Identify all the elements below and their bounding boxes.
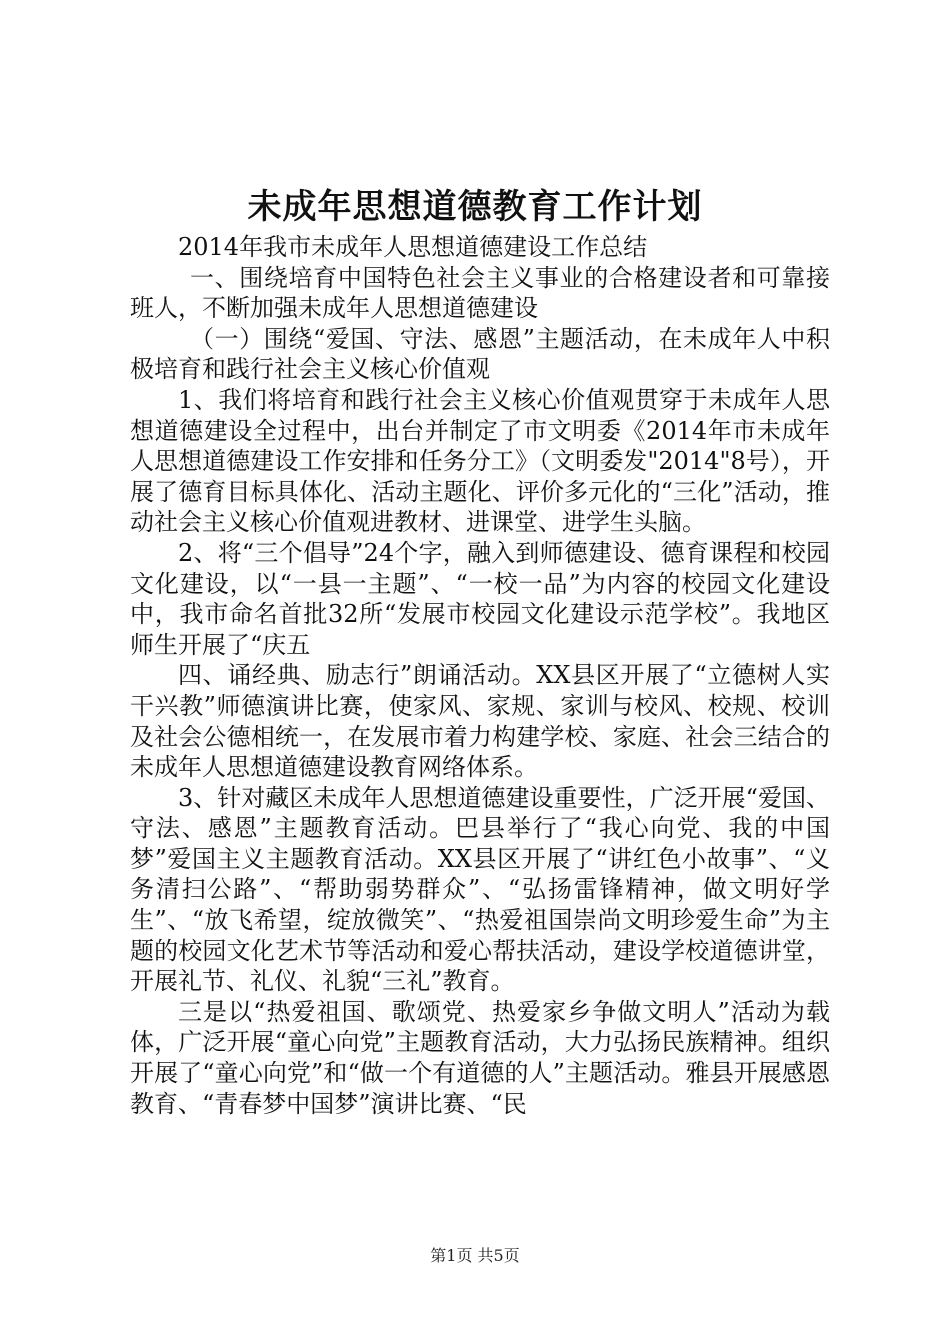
paragraph-item-three: 3、针对藏区未成年人思想道德建设重要性，广泛开展“爱国、守法、感恩”主题教育活动。巴县举行了“我心向党、我的中国梦”爱国主义主题教育活动。XX县区开展了“讲红色小故事”、“义务清扫公路”、“帮助弱势群众”、“弘扬雷锋精神，做文明好学生”、“放飞希望，绽放微笑”、“热爱祖国崇尚文明珍爱生命”为主题的校园文化艺术节等活动和爱心帮扶活动，建设学校道德讲堂，开展礼节、礼仪、礼貌“三礼”教育。 <box>130 783 830 996</box>
document-title: 未成年思想道德教育工作计划 <box>247 187 703 227</box>
paragraph-point-three: 三是以“热爱祖国、歌颂党、热爱家乡争做文明人”活动为载体，广泛开展“童心向党”主题教育活动，大力弘扬民族精神。组织开展了“童心向党”和“做一个有道德的人”主题活动。雅县开展感恩教育、“青春梦中国梦”演讲比赛、“民 <box>130 997 830 1118</box>
page-footer: 第1页 共5页 <box>430 1246 520 1265</box>
paragraph-item-two: 2、将“三个倡导”24个字，融入到师德建设、德育课程和校园文化建设，以“一县一主题”、“一校一品”为内容的校园文化建设中，我市命名首批32所“发展市校园文化建设示范学校”。我地区师生开展了“庆五 <box>130 538 830 659</box>
paragraph-subsection-one: （一）围绕“爱国、守法、感恩”主题活动，在未成年人中积极培育和践行社会主义核心价值观 <box>130 324 830 384</box>
paragraph-section-one: 一、围绕培育中国特色社会主义事业的合格建设者和可靠接班人，不断加强未成年人思想道德建设 <box>130 263 830 323</box>
paragraph-item-two-continued: 四、诵经典、励志行”朗诵活动。XX县区开展了“立德树人实干兴教”师德演讲比赛，使家风、家规、家训与校风、校规、校训及社会公德相统一，在发展市着力构建学校、家庭、社会三结合的未成年人思想道德建设教育网络体系。 <box>130 661 830 782</box>
document-body <box>130 232 830 1119</box>
paragraph-item-one: 1、我们将培育和践行社会主义核心价值观贯穿于未成年人思想道德建设全过程中，出台并制定了市文明委《2014年市未成年人思想道德建设工作安排和任务分工》（文明委发"2014"8号），开展了德育目标具体化、活动主题化、评价多元化的“三化”活动，推动社会主义核心价值观进教材、进课堂、进学生头脑。 <box>130 385 830 537</box>
paragraph-summary-heading: 2014年我市未成年人思想道德建设工作总结 <box>178 233 648 261</box>
